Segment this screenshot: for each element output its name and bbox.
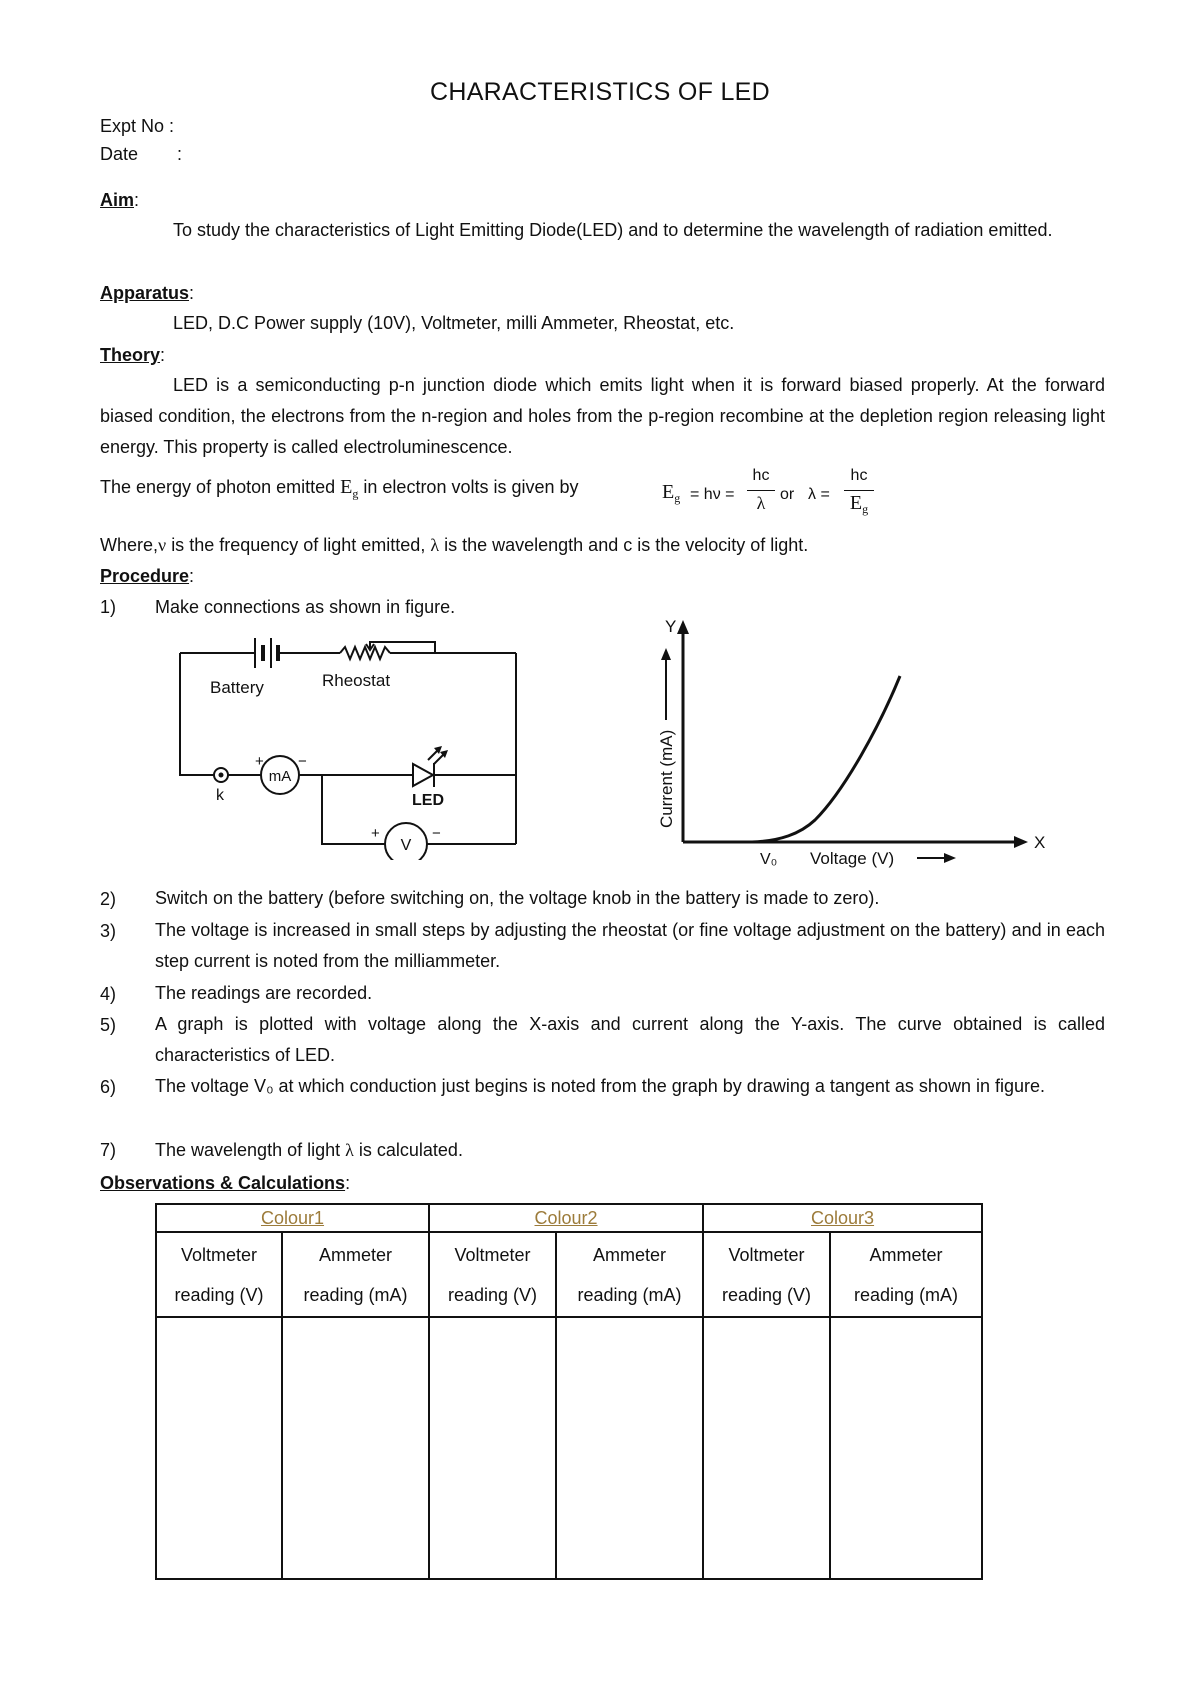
step-4-number: 4) [100, 984, 117, 1004]
where-b: is the frequency of light emitted, [171, 535, 426, 555]
where-a: Where, [100, 535, 159, 555]
eg-subscript: g [352, 486, 359, 501]
c3-ammeter-b: reading (mA) [854, 1285, 959, 1305]
c1-voltmeter-header [156, 1232, 282, 1317]
step-6-number: 6) [100, 1077, 117, 1097]
c2-ammeter-header [556, 1232, 703, 1317]
aim-text: To study the characteristics of Light Emitting Diode(LED) and to determine the wavelength of radiation emitted. [173, 220, 1053, 240]
fraction1-numerator: hc [752, 467, 770, 484]
c3-voltmeter-a: Voltmeter [728, 1245, 805, 1265]
circuit-diagram [170, 620, 540, 860]
observations-heading: Observations & Calculations [100, 1173, 346, 1193]
rheostat-slider [370, 642, 435, 653]
eq-eg-symbol: E [662, 481, 675, 503]
fraction1-bar [747, 490, 775, 491]
energy-sentence [100, 474, 579, 507]
c1-ammeter-header [282, 1232, 429, 1317]
x-axis-title: Voltage (V) [810, 849, 895, 868]
c1-ammeter-cell [282, 1317, 429, 1579]
step-7-text [155, 1137, 463, 1163]
c2-ammeter-a: Ammeter [593, 1245, 667, 1265]
rheostat-resistor [340, 647, 390, 659]
observations-heading-line [100, 1170, 350, 1196]
ammeter-plus: + [255, 753, 264, 770]
step-5-text: A graph is plotted with voltage along the X-axis and current along the Y-axis. The curve obtained is called characteristics of LED. [155, 1014, 1105, 1065]
step-7-lambda: λ [345, 1140, 354, 1160]
energy-mid-text: in electron volts is given by [363, 477, 579, 497]
key-label: k [216, 787, 224, 804]
c3-ammeter-header [830, 1232, 982, 1317]
y-axis-title: Current (mA) [657, 729, 676, 828]
apparatus-heading: Apparatus [100, 283, 190, 303]
eg-symbol: E [340, 476, 353, 498]
fraction2-denominator [842, 492, 876, 517]
fraction2-numerator: hc [850, 467, 868, 484]
procedure-heading: Procedure [100, 566, 190, 586]
voltmeter-plus: + [371, 825, 380, 842]
battery-label: Battery [210, 678, 264, 697]
apparatus-text: LED, D.C Power supply (10V), Voltmeter, milli Ammeter, Rheostat, etc. [173, 313, 735, 333]
ammeter-label: mA [268, 768, 292, 785]
step-5-number: 5) [100, 1015, 117, 1035]
expt-no-label: Expt No : [100, 116, 175, 136]
step-7-text-a: The wavelength of light [155, 1140, 341, 1160]
theory-heading-line [100, 342, 165, 368]
x-axis-label: X [1034, 833, 1046, 852]
c1-ammeter-b: reading (mA) [303, 1285, 408, 1305]
theory-text: LED is a semiconducting p-n junction diode which emits light when it is forward biased properly. At the forward biased condition, the electrons from the n-region and holes from the p-region recombine at the depletion region releasing light energy. This property is called electroluminescence. [100, 375, 1105, 457]
observations-table [155, 1203, 983, 1580]
led-label: LED [412, 792, 444, 809]
aim-heading-line [100, 187, 139, 213]
equation-lambda: λ = [808, 486, 830, 503]
c3-voltmeter-cell [703, 1317, 830, 1579]
wire-left [180, 653, 215, 775]
c3-voltmeter-header [703, 1232, 830, 1317]
iv-characteristic-graph [640, 610, 1060, 870]
date-colon: : [177, 144, 183, 164]
step-3-text: The voltage is increased in small steps by adjusting the rheostat (or fine voltage adjustment on the battery) and in each step current is noted from the milliammeter. [155, 920, 1105, 971]
fraction1-denominator: λ [756, 493, 766, 513]
observations-colon: : [345, 1173, 351, 1193]
theory-colon: : [160, 345, 166, 365]
equation-eg [662, 481, 680, 506]
colour1-header: Colour1 [156, 1204, 429, 1232]
step-4-text: The readings are recorded. [155, 983, 373, 1003]
c2-voltmeter-cell [429, 1317, 556, 1579]
c1-ammeter-a: Ammeter [319, 1245, 393, 1265]
led-triangle [413, 764, 433, 786]
c2-voltmeter-a: Voltmeter [454, 1245, 531, 1265]
frac2-eg-subscript: g [862, 502, 869, 517]
procedure-heading-line [100, 563, 194, 589]
aim-heading: Aim [100, 190, 135, 210]
fraction2-bar [844, 490, 874, 491]
step-3-number: 3) [100, 921, 117, 941]
readings-row [156, 1317, 982, 1579]
voltmeter-label: V [400, 837, 412, 854]
c1-voltmeter-b: reading (V) [174, 1285, 264, 1305]
c2-voltmeter-b: reading (V) [447, 1285, 538, 1305]
c1-voltmeter-cell [156, 1317, 282, 1579]
theory-heading: Theory [100, 345, 161, 365]
key-dot [219, 773, 224, 778]
y-axis-label: Y [665, 617, 677, 636]
equation-hv: = hν = [690, 486, 735, 503]
apparatus-colon: : [189, 283, 195, 303]
aim-colon: : [134, 190, 140, 210]
c1-voltmeter-a: Voltmeter [180, 1245, 258, 1265]
nu-symbol: ν [158, 535, 167, 555]
step-1-number: 1) [100, 597, 117, 617]
c2-voltmeter-header [429, 1232, 556, 1317]
colour2-header: Colour2 [429, 1204, 703, 1232]
step-7-number: 7) [100, 1140, 117, 1160]
c3-voltmeter-b: reading (V) [722, 1285, 812, 1305]
column-header-row [156, 1232, 982, 1317]
colour-header-row [156, 1204, 982, 1232]
c3-ammeter-cell [830, 1317, 982, 1579]
step-2-number: 2) [100, 889, 117, 909]
apparatus-heading-line [100, 280, 194, 306]
x-axis-arrowhead [1014, 836, 1028, 848]
ammeter-minus: − [298, 753, 307, 770]
step-7-text-b: is calculated. [358, 1140, 463, 1160]
lambda-symbol: λ [430, 535, 440, 555]
colour3-header: Colour3 [703, 1204, 982, 1232]
xlabel-arrowhead [944, 853, 956, 863]
c2-ammeter-b: reading (mA) [577, 1285, 682, 1305]
voltmeter-minus: − [432, 825, 441, 842]
led-curve [752, 676, 900, 842]
step-1-text: Make connections as shown in figure. [155, 597, 456, 617]
frac2-eg-symbol: E [849, 492, 863, 514]
procedure-colon: : [189, 566, 195, 586]
step-2-text: Switch on the battery (before switching on, the voltage knob in the battery is made to zero). [155, 888, 880, 908]
step-6-text: The voltage V₀ at which conduction just begins is noted from the graph by drawing a tangent as shown in figure. [155, 1076, 1045, 1096]
equation-or: or [780, 486, 795, 503]
c3-ammeter-a: Ammeter [869, 1245, 943, 1265]
date-label: Date [100, 144, 139, 164]
y-axis-arrowhead [677, 620, 689, 634]
where-sentence [100, 532, 808, 558]
energy-pre-text: The energy of photon emitted [100, 477, 336, 497]
v0-label: V₀ [760, 851, 778, 868]
c2-ammeter-cell [556, 1317, 703, 1579]
where-c: is the wavelength and c is the velocity of light. [444, 535, 809, 555]
ylabel-arrowhead [661, 648, 671, 660]
eq-eg-subscript: g [674, 491, 681, 506]
rheostat-label: Rheostat [322, 671, 391, 690]
page-title: CHARACTERISTICS OF LED [430, 78, 770, 106]
